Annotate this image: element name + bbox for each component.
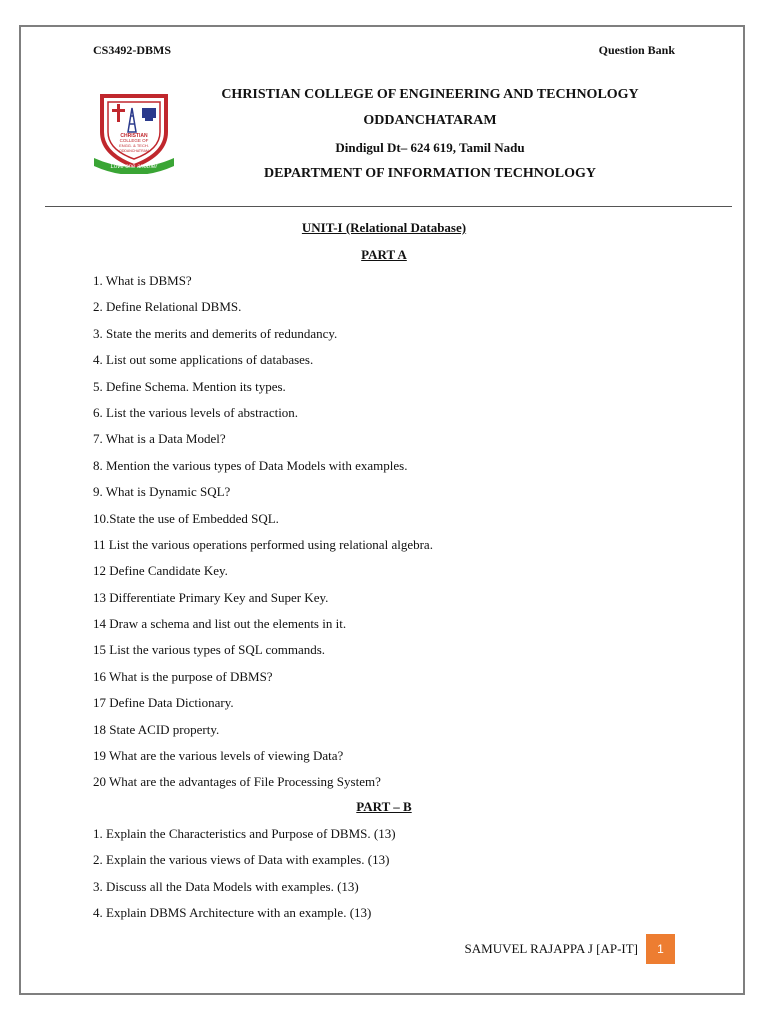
question-item: 5. Define Schema. Mention its types. xyxy=(93,378,286,394)
header-divider xyxy=(45,206,732,207)
logo-text-line-3: ENGG. & TECH. xyxy=(119,143,149,148)
college-crest-icon xyxy=(92,92,176,174)
question-item: 1. Explain the Characteristics and Purpose of DBMS. (13) xyxy=(93,826,396,841)
question-item: 2. Define Relational DBMS. xyxy=(93,299,242,315)
question-item: 10.State the use of Embedded SQL. xyxy=(93,510,279,526)
question-item: 15 List the various types of SQL commands. xyxy=(93,642,326,658)
footer-author: SAMUVEL RAJAPPA J [AP-IT] xyxy=(464,941,638,956)
part-b-title: PART – B xyxy=(356,799,412,814)
question-item: 19 What are the various levels of viewing Data? xyxy=(93,748,344,764)
question-item: 4. List out some applications of databases. xyxy=(93,352,314,368)
question-item: 1. What is DBMS? xyxy=(93,273,192,288)
logo-text-line-2: COLLEGE OF xyxy=(119,138,149,143)
question-item: 3. Discuss all the Data Models with examples. (13) xyxy=(93,878,359,894)
question-item: 2. Explain the various views of Data with examples. (13) xyxy=(93,852,390,868)
question-item: 4. Explain DBMS Architecture with an example. (13) xyxy=(93,905,372,921)
question-item: 11 List the various operations performed using relational algebra. xyxy=(93,536,433,552)
college-name: CHRISTIAN COLLEGE OF ENGINEERING AND TECHNOLOGY xyxy=(221,87,639,102)
logo-text-line-1: CHRISTIAN xyxy=(120,133,148,139)
question-item: 3. State the merits and demerits of redundancy. xyxy=(93,325,338,341)
college-address: Dindigul Dt– 624 619, Tamil Nadu xyxy=(335,140,525,155)
question-item: 14 Draw a schema and list out the elements in it. xyxy=(93,616,347,632)
question-item: 20 What are the advantages of File Processing System? xyxy=(93,774,381,790)
question-item: 12 Define Candidate Key. xyxy=(93,563,228,579)
part-a-title: PART A xyxy=(361,247,407,262)
unit-title: UNIT-I (Relational Database) xyxy=(301,220,467,235)
college-place: ODDANCHATARAM xyxy=(363,113,497,128)
question-item: 7. What is a Data Model? xyxy=(93,431,226,447)
question-item: 6. List the various levels of abstraction. xyxy=(93,404,299,420)
part-b-question-list xyxy=(93,825,396,931)
logo-text-line-4: ODDANCHATRAM xyxy=(119,149,149,153)
logo-motto: Love one another xyxy=(110,164,158,170)
part-a-question-list xyxy=(93,272,433,800)
department-name: DEPARTMENT OF INFORMATION TECHNOLOGY xyxy=(263,166,597,181)
question-item: 16 What is the purpose of DBMS? xyxy=(93,668,273,684)
page-number: 1 xyxy=(646,934,675,964)
question-item: 18 State ACID property. xyxy=(93,721,220,737)
question-item: 8. Mention the various types of Data Models with examples. xyxy=(93,457,408,473)
header-course-code: CS3492-DBMS xyxy=(93,43,172,57)
header-doc-type: Question Bank xyxy=(598,43,675,57)
question-item: 9. What is Dynamic SQL? xyxy=(93,484,231,500)
question-item: 13 Differentiate Primary Key and Super Key. xyxy=(93,589,329,605)
question-item: 17 Define Data Dictionary. xyxy=(93,695,234,711)
